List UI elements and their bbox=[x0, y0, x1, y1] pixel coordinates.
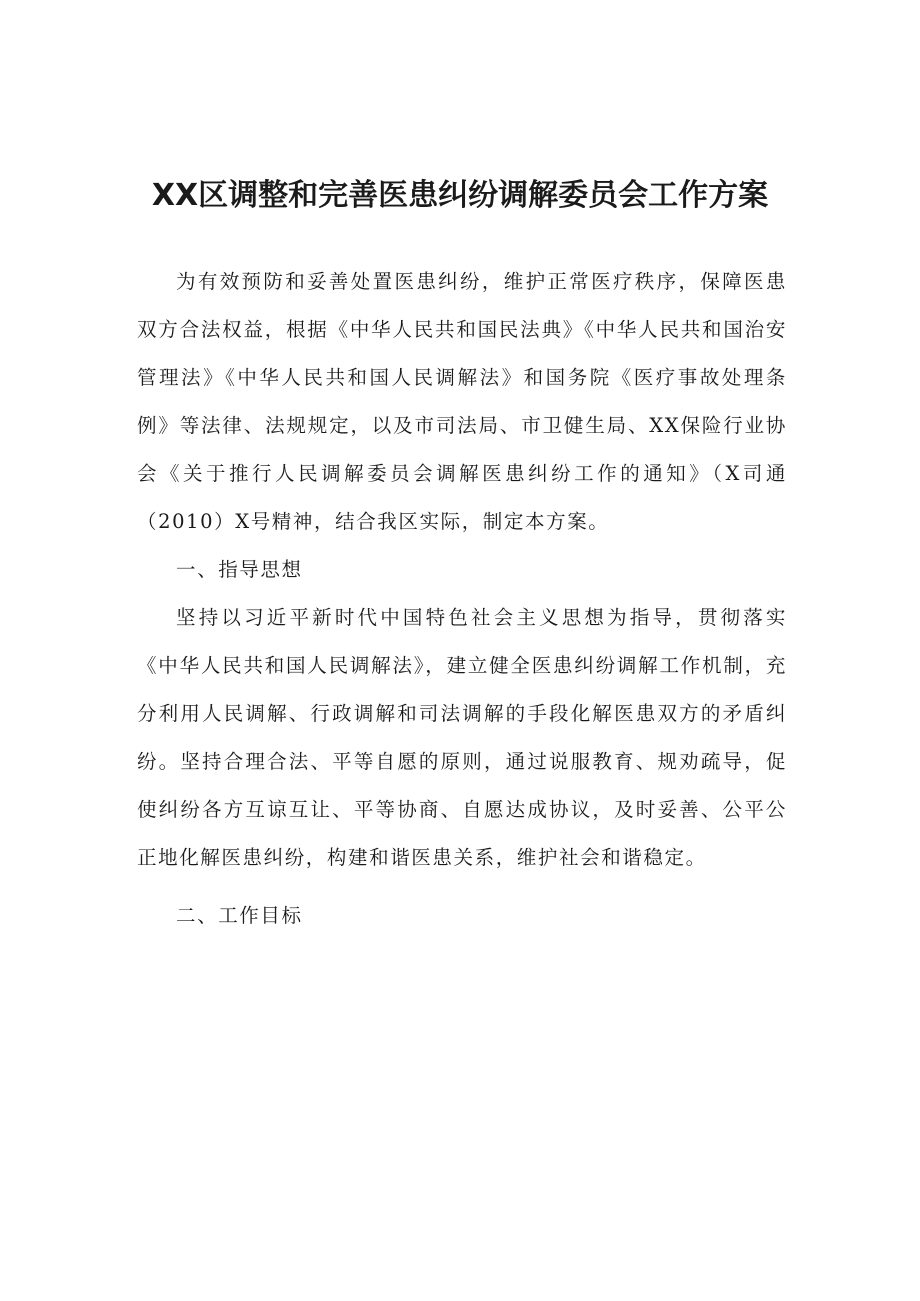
intro-paragraph: 为有效预防和妥善处置医患纠纷，维护正常医疗秩序，保障医患双方合法权益，根据《中华人民共和国民法典》《中华人民共和国治安管理法》《中华人民共和国人民调解法》和国务院《医疗事故处理条例》等法律、法规规定，以及市司法局、市卫健生局、XX保险行业协会《关于推行人民调解委员会调解医患纠纷工作的通知》（X司通（2010）X号精神，结合我区实际，制定本方案。 bbox=[137, 270, 787, 533]
section-heading-guiding-ideology: 一、指导思想 bbox=[176, 558, 303, 581]
document-body bbox=[137, 258, 787, 940]
document-title: XX区调整和完善医患纠纷调解委员会工作方案 bbox=[151, 178, 769, 213]
guiding-ideology-paragraph: 坚持以习近平新时代中国特色社会主义思想为指导，贯彻落实《中华人民共和国人民调解法》，建立健全医患纠纷调解工作机制，充分利用人民调解、行政调解和司法调解的手段化解医患双方的矛盾纠纷。坚持合理合法、平等自愿的原则，通过说服教育、规劝疏导，促使纠纷各方互谅互让、平等协商、自愿达成协议，及时妥善、公平公正地化解医患纠纷，构建和谐医患关系，维护社会和谐稳定。 bbox=[137, 606, 787, 869]
section-heading-work-goals: 二、工作目标 bbox=[176, 904, 303, 927]
